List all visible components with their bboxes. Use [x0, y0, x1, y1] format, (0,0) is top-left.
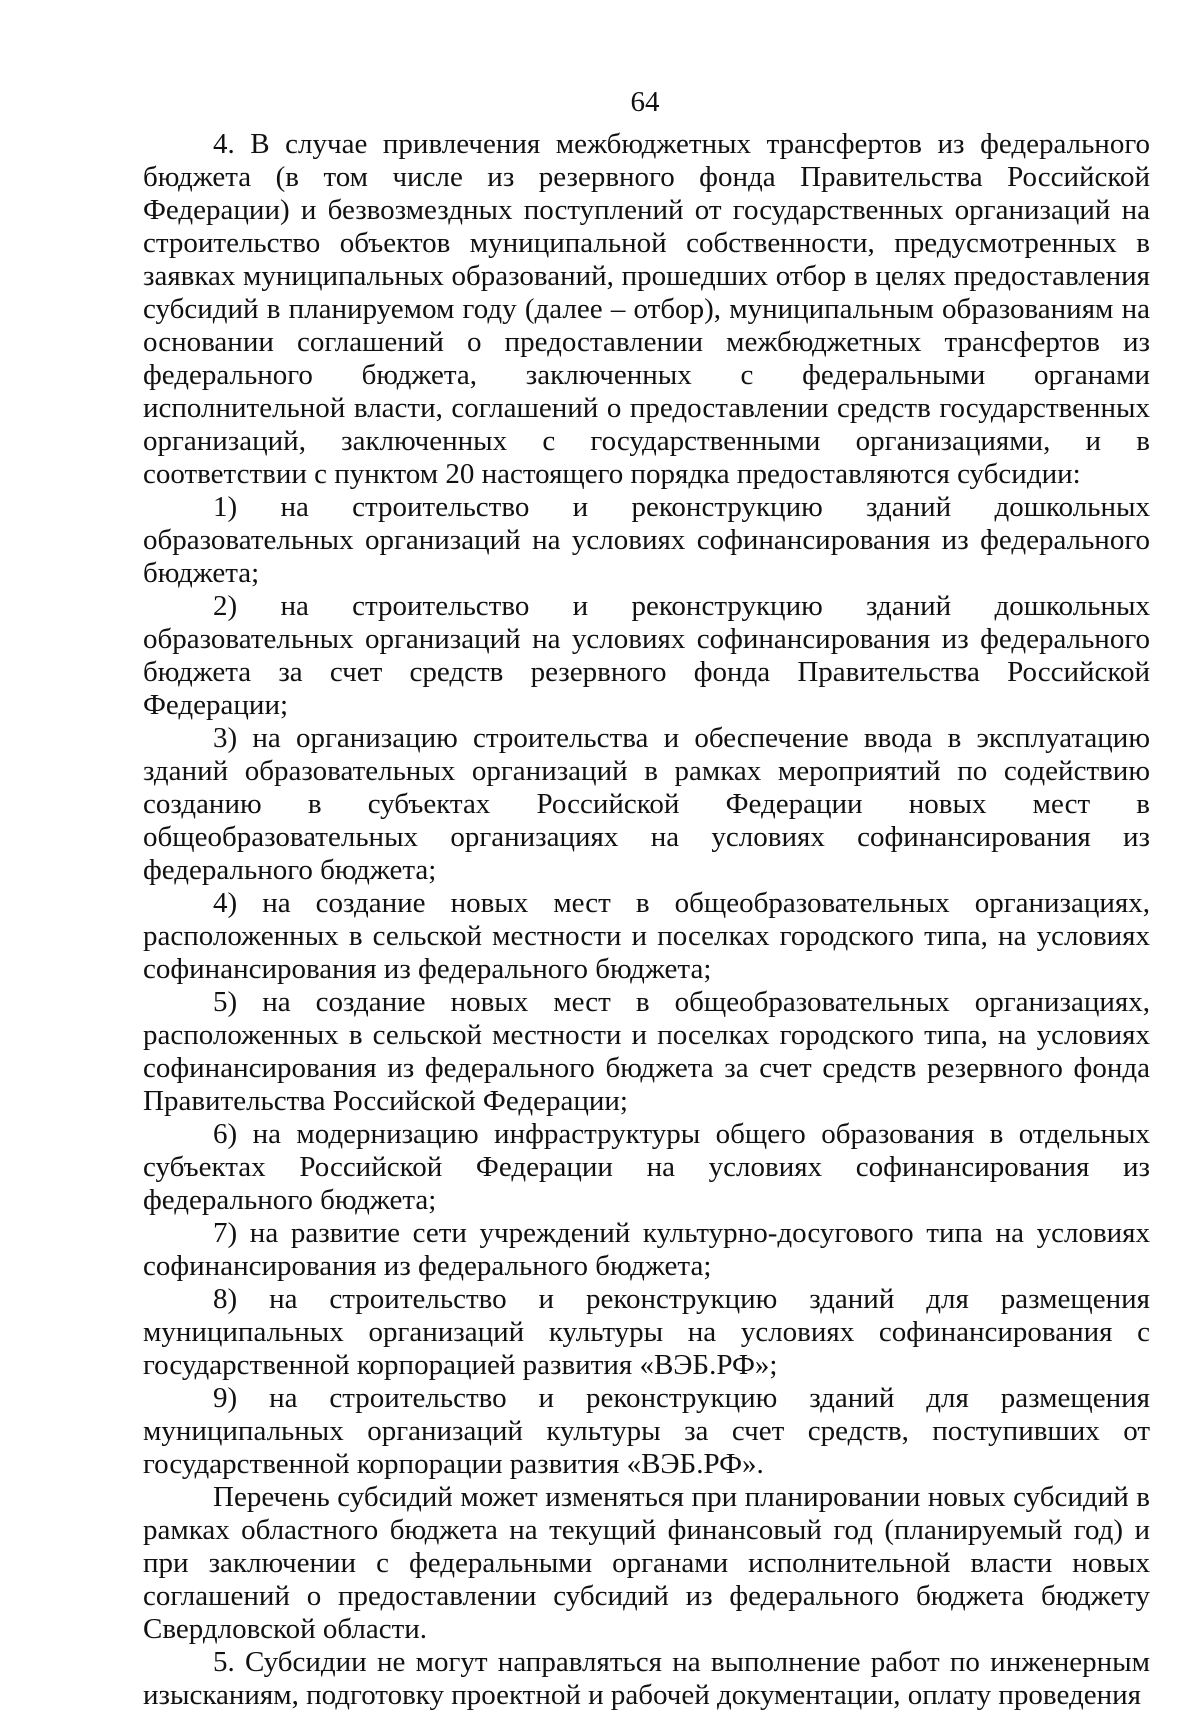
list-item-8: 8) на строительство и реконструкцию зданий для размещения муниципальных организаций культуры на условиях софинансирования с государственной корпорацией развития «ВЭБ.РФ»;: [143, 1283, 1150, 1381]
paragraph-4-intro: 4. В случае привлечения межбюджетных трансфертов из федерального бюджета (в том числе из резервного фонда Правительства Российской Федерации) и безвозмездных поступлений от государственных организаций на строительство объектов муниципальной собственности, предусмотренных в заявках муниципальных образований, прошедших отбор в целях предоставления субсидий в планируемом году (далее – отбор), муниципальным образованиям на основании соглашений о предоставлении межбюджетных трансфертов из федерального бюджета, заключенных с федеральными органами исполнительной власти, соглашений о предоставлении средств государственных организаций, заключенных с государственными организациями, и в соответствии с пунктом 20 настоящего порядка предоставляются субсидии:: [143, 128, 1150, 490]
list-item-6: 6) на модернизацию инфраструктуры общего образования в отдельных субъектах Российской Федерации на условиях софинансирования из федерального бюджета;: [143, 1118, 1150, 1216]
list-item-2: 2) на строительство и реконструкцию зданий дошкольных образовательных организаций на условиях софинансирования из федерального бюджета за счет средств резервного фонда Правительства Российской Федерации;: [143, 590, 1150, 721]
list-item-3: 3) на организацию строительства и обеспечение ввода в эксплуатацию зданий образовательных организаций в рамках мероприятий по содействию созданию в субъектах Российской Федерации новых мест в общеобразовательных организациях на условиях софинансирования из федерального бюджета;: [143, 722, 1150, 886]
document-body: [143, 128, 1150, 1712]
paragraph-5: 5. Субсидии не могут направляться на выполнение работ по инженерным изысканиям, подготовку проектной и рабочей документации, оплату проведения: [143, 1646, 1150, 1711]
paragraph-subsidy-list-note: Перечень субсидий может изменяться при планировании новых субсидий в рамках областного бюджета на текущий финансовый год (планируемый год) и при заключении с федеральными органами исполнительной власти новых соглашений о предоставлении субсидий из федерального бюджета бюджету Свердловской области.: [143, 1481, 1150, 1645]
list-item-1: 1) на строительство и реконструкцию зданий дошкольных образовательных организаций на условиях софинансирования из федерального бюджета;: [143, 491, 1150, 589]
list-item-4: 4) на создание новых мест в общеобразовательных организациях, расположенных в сельской местности и поселках городского типа, на условиях софинансирования из федерального бюджета;: [143, 887, 1150, 985]
list-item-9: 9) на строительство и реконструкцию зданий для размещения муниципальных организаций культуры за счет средств, поступивших от государственной корпорации развития «ВЭБ.РФ».: [143, 1382, 1150, 1480]
list-item-7: 7) на развитие сети учреждений культурно-досугового типа на условиях софинансирования из федерального бюджета;: [143, 1217, 1150, 1282]
list-item-5: 5) на создание новых мест в общеобразовательных организациях, расположенных в сельской местности и поселках городского типа, на условиях софинансирования из федерального бюджета за счет средств резервного фонда Правительства Российской Федерации;: [143, 986, 1150, 1117]
page-number: 64: [630, 86, 660, 118]
